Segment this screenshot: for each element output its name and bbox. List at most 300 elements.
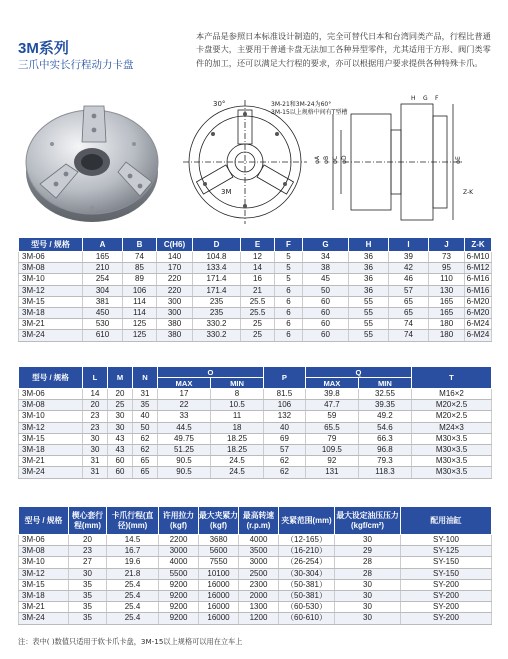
table-cell: 30 — [107, 411, 132, 422]
table-cell: 6-M16 — [465, 285, 492, 296]
table-cell: 65 — [389, 307, 429, 318]
table-cell: 57 — [264, 444, 306, 455]
table-cell: SY-200 — [401, 602, 492, 613]
t2-header: Q — [305, 367, 411, 378]
table-cell: 40 — [264, 422, 306, 433]
table-cell: M16×2 — [412, 389, 492, 400]
table-cell: 62 — [132, 433, 157, 444]
table-cell: 60 — [303, 319, 349, 330]
table-cell: 31 — [83, 456, 108, 467]
dim-g: G — [423, 95, 428, 102]
table-row — [19, 274, 492, 285]
table-cell: （26-254） — [279, 557, 335, 568]
table-cell: 114 — [123, 296, 157, 307]
table-cell: 79.3 — [358, 456, 411, 467]
table-cell: M30×3.5 — [412, 456, 492, 467]
table-cell: 39 — [389, 252, 429, 263]
table-cell: 8 — [211, 389, 264, 400]
table-cell: 21 — [241, 285, 275, 296]
table-cell: 133.4 — [193, 263, 241, 274]
table-cell: 31 — [132, 389, 157, 400]
model-cell: 3M-24 — [19, 613, 69, 624]
model-cell: 3M-06 — [19, 535, 69, 546]
table-cell: 50 — [303, 285, 349, 296]
table-cell: 9200 — [159, 613, 199, 624]
table-cell: 66.3 — [358, 433, 411, 444]
table-cell: 132 — [264, 411, 306, 422]
table-cell: 24.5 — [211, 467, 264, 478]
table-row — [19, 319, 492, 330]
table-cell: M30×3.5 — [412, 467, 492, 478]
table-row — [19, 263, 492, 274]
table-cell: 10.5 — [211, 400, 264, 411]
table-cell: 28 — [335, 568, 401, 579]
table-cell: 35 — [132, 400, 157, 411]
table-row — [19, 330, 492, 341]
model-cell: 3M-12 — [19, 285, 83, 296]
table-cell: 130 — [429, 285, 465, 296]
table-cell: 254 — [83, 274, 123, 285]
table-cell: SY-200 — [401, 579, 492, 590]
table-cell: 35 — [69, 602, 107, 613]
table-cell: 60 — [107, 467, 132, 478]
table-cell: 29 — [335, 546, 401, 557]
table-cell: （16-210） — [279, 546, 335, 557]
table-cell: 300 — [157, 296, 193, 307]
table-cell: 1300 — [239, 602, 279, 613]
model-cell: 3M-15 — [19, 433, 83, 444]
table-cell: （60-530） — [279, 602, 335, 613]
table-cell: 40 — [132, 411, 157, 422]
table-cell: 24.5 — [211, 456, 264, 467]
model-cell: 3M-18 — [19, 307, 83, 318]
dim-e: φE — [455, 156, 462, 164]
table3-header: 许用拉力(kgf) — [159, 507, 199, 535]
table-cell: 25.5 — [241, 296, 275, 307]
table-row — [19, 467, 492, 478]
table-cell: 125 — [123, 319, 157, 330]
table-row — [19, 252, 492, 263]
t2-header: 型号 / 规格 — [19, 367, 83, 389]
table-cell: 45 — [303, 274, 349, 285]
table-cell: 5500 — [159, 568, 199, 579]
table-cell: 81.5 — [264, 389, 306, 400]
table-cell: 95 — [429, 263, 465, 274]
table-cell: 300 — [157, 307, 193, 318]
table-cell: 36 — [349, 252, 389, 263]
table-cell: 23 — [83, 422, 108, 433]
table-row — [19, 613, 492, 624]
table-cell: 36 — [349, 263, 389, 274]
model-cell: 3M-15 — [19, 296, 83, 307]
table-cell: 5 — [275, 263, 303, 274]
table-cell: 25.4 — [107, 602, 159, 613]
table1-header: I — [389, 238, 429, 252]
table-cell: 92 — [305, 456, 358, 467]
table-cell: 35 — [69, 590, 107, 601]
table-cell: 125 — [123, 330, 157, 341]
table-cell: 165 — [83, 252, 123, 263]
table-cell: 14 — [241, 263, 275, 274]
table1-header: D — [193, 238, 241, 252]
table-cell: 17 — [157, 389, 210, 400]
table-cell: 450 — [83, 307, 123, 318]
table-cell: 18.25 — [211, 433, 264, 444]
table-row — [19, 307, 492, 318]
table3-header: 配用油缸 — [401, 507, 492, 535]
table-cell: 22 — [157, 400, 210, 411]
table-cell: 60 — [303, 330, 349, 341]
table-row — [19, 296, 492, 307]
table-cell: 25.4 — [107, 590, 159, 601]
table-cell: 30 — [335, 602, 401, 613]
model-cell: 3M-18 — [19, 444, 83, 455]
table-cell: M20×2.5 — [412, 411, 492, 422]
table1-header: C(H6) — [157, 238, 193, 252]
table-cell: 49.2 — [358, 411, 411, 422]
model-cell: 3M-08 — [19, 400, 83, 411]
table-cell: 165 — [429, 296, 465, 307]
table-cell: 109.5 — [305, 444, 358, 455]
table-cell: 106 — [264, 400, 306, 411]
table-cell: 38 — [303, 263, 349, 274]
table-row — [19, 590, 492, 601]
table-cell: 4000 — [239, 535, 279, 546]
page-subtitle: 三爪中实长行程动力卡盘 — [18, 59, 134, 71]
dim-f: F — [435, 95, 439, 102]
table-cell: 16000 — [199, 613, 239, 624]
table-row — [19, 285, 492, 296]
table-cell: 90.5 — [157, 456, 210, 467]
table-cell: 62 — [264, 467, 306, 478]
table-cell: 118.3 — [358, 467, 411, 478]
model-cell: 3M-08 — [19, 546, 69, 557]
table-cell: 65.5 — [305, 422, 358, 433]
table-cell: 25 — [107, 400, 132, 411]
table-cell: 16 — [241, 274, 275, 285]
table-row — [19, 456, 492, 467]
table-cell: 62 — [264, 456, 306, 467]
table-cell: 19.6 — [107, 557, 159, 568]
table-cell: 6 — [275, 319, 303, 330]
table-cell: 25.4 — [107, 579, 159, 590]
table-cell: SY-150 — [401, 557, 492, 568]
dim-b: φB — [323, 155, 330, 164]
table-cell: 235 — [193, 296, 241, 307]
table-cell: 16.7 — [107, 546, 159, 557]
table-cell: 104.8 — [193, 252, 241, 263]
table-cell: SY-200 — [401, 590, 492, 601]
table-row — [19, 400, 492, 411]
table3-header: 最大夹紧力(kgf) — [199, 507, 239, 535]
table1-header: G — [303, 238, 349, 252]
table-row — [19, 546, 492, 557]
table-cell: 55 — [349, 319, 389, 330]
stroke-table — [18, 366, 492, 479]
table-cell: 21.8 — [107, 568, 159, 579]
table-cell: 35 — [69, 613, 107, 624]
table-cell: 5 — [275, 252, 303, 263]
table-cell: 30 — [335, 590, 401, 601]
table1-header: 型号 / 规格 — [19, 238, 83, 252]
dim-h: H — [411, 95, 416, 102]
table-cell: 16000 — [199, 590, 239, 601]
table3-header: 卡爪行程(直径)(mm) — [107, 507, 159, 535]
table-cell: 131 — [305, 467, 358, 478]
table-cell: 57 — [389, 285, 429, 296]
table-cell: 6-M20 — [465, 307, 492, 318]
table-cell: 110 — [429, 274, 465, 285]
table-cell: （60-610） — [279, 613, 335, 624]
table-cell: 16000 — [199, 602, 239, 613]
table-cell: 2300 — [239, 579, 279, 590]
table-cell: 30 — [335, 535, 401, 546]
table-cell: 6 — [275, 285, 303, 296]
table-cell: SY-100 — [401, 535, 492, 546]
model-cell: 3M-21 — [19, 319, 83, 330]
table-cell: 30 — [83, 444, 108, 455]
table-cell: 171.4 — [193, 274, 241, 285]
table-cell: 25.5 — [241, 307, 275, 318]
table-cell: 35 — [69, 579, 107, 590]
table-row — [19, 422, 492, 433]
technical-drawing — [183, 94, 493, 230]
table-row — [19, 535, 492, 546]
table-cell: 27 — [69, 557, 107, 568]
table-row — [19, 557, 492, 568]
table-cell: M24×3 — [412, 422, 492, 433]
table-cell: 25.4 — [107, 613, 159, 624]
table-cell: 20 — [107, 389, 132, 400]
page-title: 3M系列 — [18, 40, 69, 57]
drawing-stamp: 3M — [221, 188, 232, 196]
table-cell: 165 — [429, 307, 465, 318]
table-cell: 2200 — [159, 535, 199, 546]
table-cell: 220 — [157, 274, 193, 285]
table-cell: 74 — [389, 319, 429, 330]
table1-header: E — [241, 238, 275, 252]
table-cell: 39.35 — [358, 400, 411, 411]
table-cell: 380 — [157, 330, 193, 341]
table-cell: 114 — [123, 307, 157, 318]
table-cell: 46 — [389, 274, 429, 285]
chuck-product-photo — [22, 92, 166, 228]
table-cell: M30×3.5 — [412, 444, 492, 455]
model-cell: 3M-21 — [19, 456, 83, 467]
table-cell: 9200 — [159, 602, 199, 613]
table-cell: 85 — [123, 263, 157, 274]
table-cell: 330.2 — [193, 330, 241, 341]
table-cell: 304 — [83, 285, 123, 296]
table-cell: SY-200 — [401, 613, 492, 624]
table-cell: 74 — [389, 330, 429, 341]
table-cell: 16000 — [199, 579, 239, 590]
product-description: 本产品是参照日本标准设计制造的，完全可替代日本和台湾同类产品，行程比普通卡盘要大，主要用于普通卡盘无法加工各种异型零件，尤其适用于方形、阀门类零件的加工，还可以满足大行程的要求，亦可以根据用户要求提供各种特殊卡爪。 — [196, 31, 491, 68]
table1-header: Z-K — [465, 238, 492, 252]
table-cell: SY-125 — [401, 546, 492, 557]
table-cell: 60 — [303, 296, 349, 307]
table-cell: 62 — [132, 444, 157, 455]
table-cell: 3000 — [239, 557, 279, 568]
table-cell: 43 — [107, 433, 132, 444]
table-cell: 6-M24 — [465, 330, 492, 341]
table1-header: H — [349, 238, 389, 252]
table-cell: 5600 — [199, 546, 239, 557]
dim-z-k: Z-K — [463, 189, 474, 196]
table-cell: 6 — [275, 296, 303, 307]
table-cell: 73 — [429, 252, 465, 263]
table-cell: 6-M24 — [465, 319, 492, 330]
table1-header: B — [123, 238, 157, 252]
dim-d: φD — [341, 155, 348, 164]
table-cell: 20 — [69, 535, 107, 546]
table-cell: 30 — [83, 433, 108, 444]
table-cell: 3500 — [239, 546, 279, 557]
t2-header: P — [264, 367, 306, 389]
table-cell: 33 — [157, 411, 210, 422]
performance-table — [18, 506, 492, 625]
model-cell: 3M-15 — [19, 579, 69, 590]
table-cell: 49.75 — [157, 433, 210, 444]
table-cell: 25 — [241, 319, 275, 330]
table-cell: 14.5 — [107, 535, 159, 546]
t2-header: N — [132, 367, 157, 389]
model-cell: 3M-10 — [19, 411, 83, 422]
table1-header: A — [83, 238, 123, 252]
table-cell: 43 — [107, 444, 132, 455]
t2-header: O — [157, 367, 263, 378]
table-cell: 380 — [157, 319, 193, 330]
angle-label: 30° — [213, 100, 226, 108]
table-cell: 31 — [83, 467, 108, 478]
table-cell: 36 — [349, 274, 389, 285]
table-cell: 9200 — [159, 590, 199, 601]
table-cell: 74 — [123, 252, 157, 263]
table-cell: 171.4 — [193, 285, 241, 296]
table-cell: 170 — [157, 263, 193, 274]
table-cell: 381 — [83, 296, 123, 307]
table-cell: 210 — [83, 263, 123, 274]
table-cell: 55 — [349, 307, 389, 318]
table-cell: 36 — [349, 285, 389, 296]
table-cell: 79 — [305, 433, 358, 444]
table-cell: 47.7 — [305, 400, 358, 411]
table-cell: 60 — [107, 456, 132, 467]
table-row — [19, 602, 492, 613]
model-cell: 3M-12 — [19, 568, 69, 579]
model-cell: 3M-06 — [19, 389, 83, 400]
dim-a: φA — [314, 155, 321, 164]
table-cell: 50 — [132, 422, 157, 433]
table-cell: （50-381） — [279, 590, 335, 601]
table-cell: 6 — [275, 330, 303, 341]
table-cell: 180 — [429, 319, 465, 330]
drawing-note-2: 3M-15以上规格中间有T型槽 — [271, 109, 348, 116]
table-cell: 6-M16 — [465, 274, 492, 285]
table-cell: 6 — [275, 307, 303, 318]
table-cell: 14 — [83, 389, 108, 400]
table-cell: 180 — [429, 330, 465, 341]
table-cell: 610 — [83, 330, 123, 341]
model-cell: 3M-10 — [19, 274, 83, 285]
table-cell: 2500 — [239, 568, 279, 579]
table-cell: 96.8 — [358, 444, 411, 455]
table3-header: 最大设定油压压力 (kgf/cm²) — [335, 507, 401, 535]
table-cell: 39.8 — [305, 389, 358, 400]
model-cell: 3M-08 — [19, 263, 83, 274]
model-cell: 3M-21 — [19, 602, 69, 613]
table3-header: 夹紧范围(mm) — [279, 507, 335, 535]
table-cell: 5 — [275, 274, 303, 285]
table-cell: 220 — [157, 285, 193, 296]
table-cell: 69 — [264, 433, 306, 444]
table1-header: F — [275, 238, 303, 252]
table-cell: （12-165） — [279, 535, 335, 546]
table-row — [19, 568, 492, 579]
table-cell: 30 — [335, 613, 401, 624]
table-cell: 12 — [241, 252, 275, 263]
table-cell: 51.25 — [157, 444, 210, 455]
model-cell: 3M-12 — [19, 422, 83, 433]
table-cell: 30 — [107, 422, 132, 433]
table-row — [19, 411, 492, 422]
table-cell: 32.55 — [358, 389, 411, 400]
table-cell: 54.6 — [358, 422, 411, 433]
table-cell: 90.5 — [157, 467, 210, 478]
table-cell: 89 — [123, 274, 157, 285]
table-row — [19, 389, 492, 400]
model-cell: 3M-24 — [19, 467, 83, 478]
table-cell: 6-M12 — [465, 263, 492, 274]
footer-note: 注：表中( )数值只适用于软卡爪卡盘，3M-15以上规格可以用在立车上 — [18, 637, 243, 646]
t2-subheader: MIN — [358, 378, 411, 389]
table-cell: 2000 — [239, 590, 279, 601]
table-cell: 34 — [303, 252, 349, 263]
dim-c: φC — [332, 155, 339, 164]
table-cell: 20 — [83, 400, 108, 411]
table3-header: 型号 / 规格 — [19, 507, 69, 535]
table-cell: 65 — [389, 296, 429, 307]
table-cell: （30-304） — [279, 568, 335, 579]
table-cell: 42 — [389, 263, 429, 274]
t2-subheader: MAX — [305, 378, 358, 389]
table-cell: 530 — [83, 319, 123, 330]
table-cell: 60 — [303, 307, 349, 318]
table-cell: 18.25 — [211, 444, 264, 455]
table1-header: J — [429, 238, 465, 252]
table-cell: 10100 — [199, 568, 239, 579]
table-cell: （50-381） — [279, 579, 335, 590]
table-cell: 6-M10 — [465, 252, 492, 263]
table-cell: 23 — [83, 411, 108, 422]
table-cell: 235 — [193, 307, 241, 318]
table-cell: 330.2 — [193, 319, 241, 330]
table-cell: 30 — [69, 568, 107, 579]
table-cell: 9200 — [159, 579, 199, 590]
table-cell: 3680 — [199, 535, 239, 546]
table-row — [19, 433, 492, 444]
table-cell: 28 — [335, 557, 401, 568]
table-cell: 55 — [349, 296, 389, 307]
table-cell: 25 — [241, 330, 275, 341]
table-row — [19, 579, 492, 590]
t2-header: M — [107, 367, 132, 389]
model-cell: 3M-06 — [19, 252, 83, 263]
model-cell: 3M-24 — [19, 330, 83, 341]
table-cell: 1200 — [239, 613, 279, 624]
drawing-note-1: 3M-21和3M-24为60° — [271, 101, 332, 108]
table-row — [19, 444, 492, 455]
